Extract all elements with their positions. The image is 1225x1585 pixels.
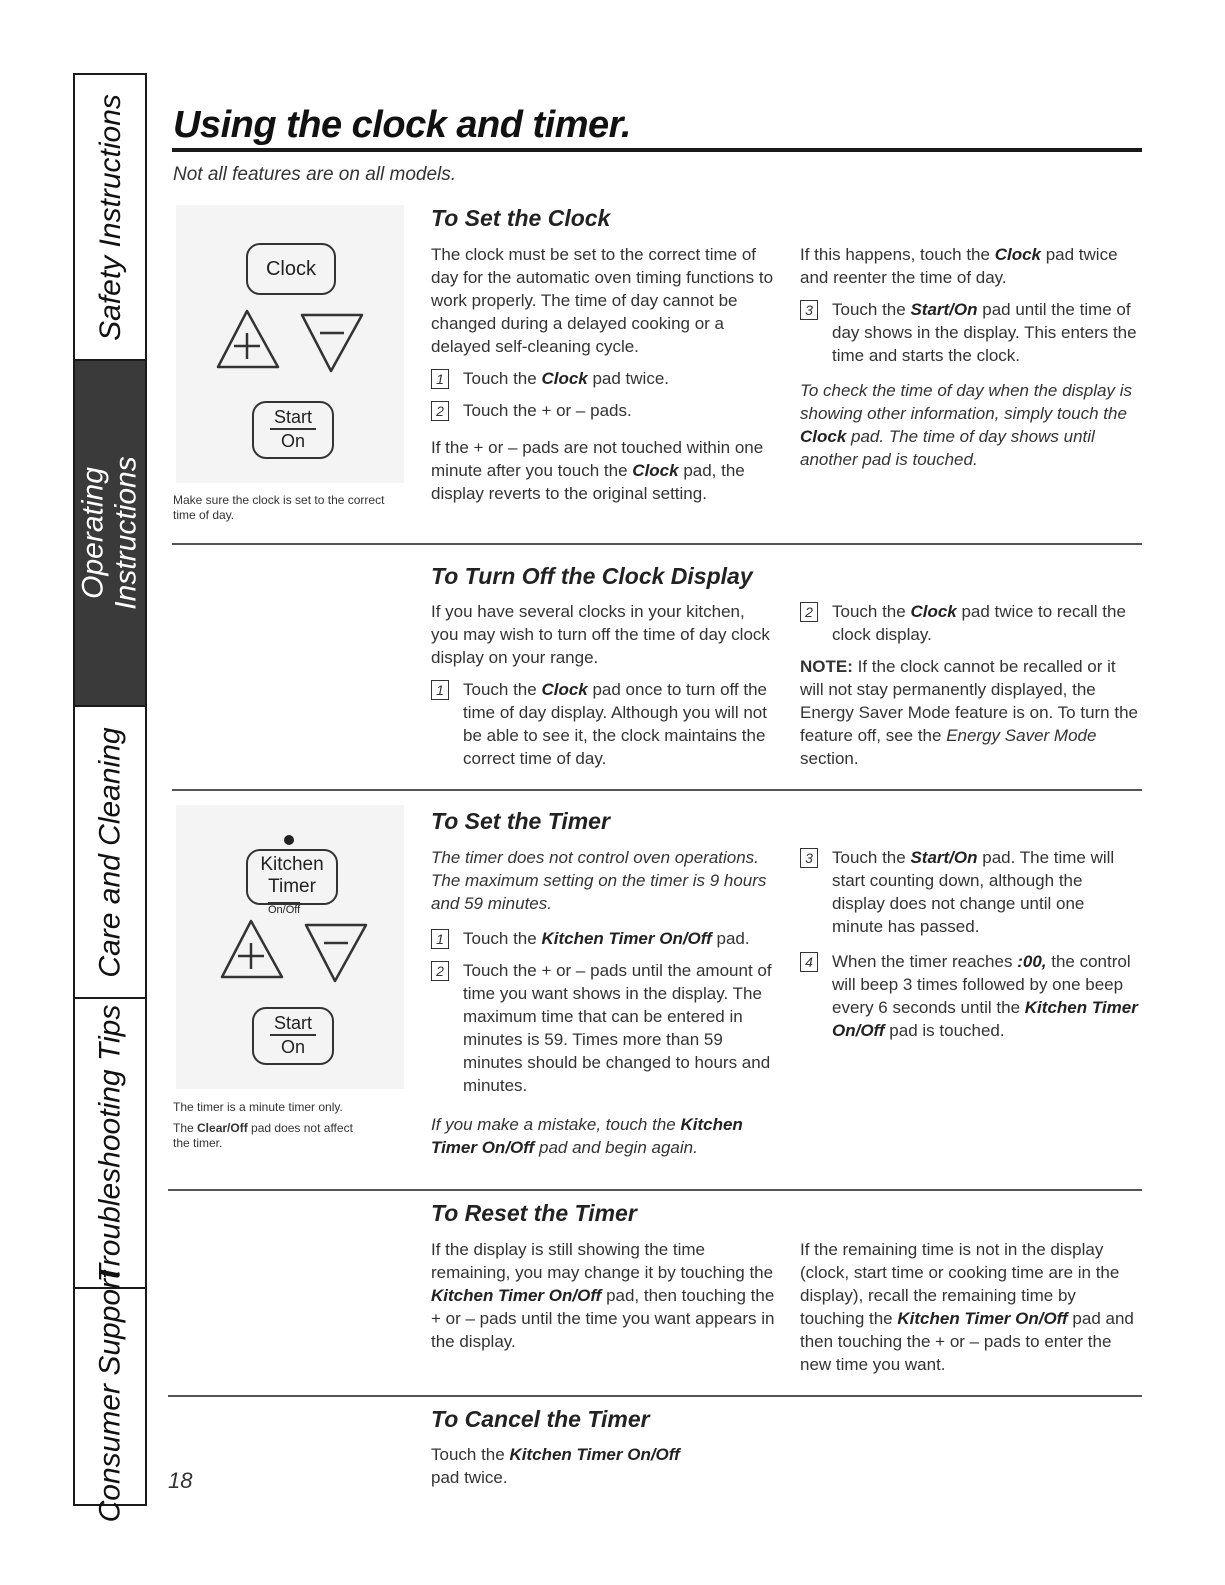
- clock-illustration-caption: Make sure the clock is set to the correct time of day.: [173, 493, 385, 522]
- tab-care-and-cleaning[interactable]: [75, 707, 145, 999]
- tab-label: [77, 456, 143, 609]
- tab-operating-instructions[interactable]: [75, 361, 145, 707]
- start-on-key: Start On: [252, 401, 334, 459]
- page-number: 18: [168, 1468, 193, 1493]
- clock-keypad-illustration: [176, 205, 404, 483]
- timer-keypad-illustration: [176, 805, 404, 1089]
- set-timer-step-4: 4 When the timer reaches :00, the control will beep 3 times followed by one beep every 6 seconds until the Kitchen Timer On/Off pad is touched.: [800, 950, 1140, 1042]
- section-divider: [168, 1395, 1142, 1397]
- set-clock-tip: To check the time of day when the display is showing other information, simply touch the Clock pad. The time of day shows until another pad is touched.: [800, 381, 1132, 469]
- onoff-label: On/Off: [268, 904, 301, 916]
- section-divider: [172, 789, 1142, 791]
- set-timer-left-column: The timer does not control oven operations. The maximum setting on the timer is 9 hours and 59 minutes. 1 Touch the Kitchen Timer On/Off pad. 2 Touch the + or – pads until the amount of time you want shows in the display. The maximum time that can be entered in minutes is 59. Times more than 59 minutes should be changed to hours and minutes. If you make a mistake, touch the Kitchen Timer On/Off pad and begin again.: [431, 846, 776, 1168]
- set-clock-timeout-note: If the + or – pads are not touched within one minute after you touch the Clock pad, the display reverts to the original setting.: [431, 438, 764, 503]
- set-clock-step-1: 1 Touch the Clock pad twice.: [431, 367, 776, 390]
- clock-off-step-2: 2 Touch the Clock pad twice to recall the clock display.: [800, 600, 1140, 646]
- set-timer-step-2: 2 Touch the + or – pads until the amount of time you want shows in the display. The maximum time that can be entered in minutes is 59. Times more than 59 minutes should be changed to hours and minutes.: [431, 959, 776, 1097]
- set-timer-mistake-note: If you make a mistake, touch the Kitchen Timer On/Off pad and begin again.: [431, 1115, 743, 1157]
- page-subtitle: Not all features are on all models.: [173, 164, 457, 185]
- clock-off-right-column: [800, 600, 1140, 779]
- set-clock-step-3: 3 Touch the Start/On pad until the time of day shows in the display. This enters the time and starts the clock.: [800, 298, 1140, 367]
- tab-troubleshooting-tips[interactable]: [75, 999, 145, 1289]
- tab-label-line-2: Instructions: [110, 456, 143, 610]
- clock-key: Clock: [246, 243, 336, 295]
- clock-off-left-column: If you have several clocks in your kitchen, you may wish to turn off the time of day clock display on your range. 1 Touch the Clock pad once to turn off the time of day display. Although you will not be able to see it, the clock maintains the correct time of day.: [431, 600, 776, 779]
- clock-off-note: NOTE: If the clock cannot be recalled or it will not stay permanently displayed, the Energy Saver Mode feature is on. To turn the feature off, see the Energy Saver Mode section.: [800, 657, 1138, 768]
- set-clock-step-2: 2 Touch the + or – pads.: [431, 399, 776, 422]
- section-divider: [168, 1189, 1142, 1191]
- minus-pad-icon: [300, 917, 370, 985]
- minus-pad-icon: [296, 307, 366, 375]
- tab-label: Safety Instructions: [93, 93, 127, 341]
- cancel-timer-text: Touch the Kitchen Timer On/Off pad twice.: [431, 1445, 680, 1487]
- page-title: Using the clock and timer.: [173, 104, 631, 146]
- set-timer-right-column: [800, 846, 1140, 1051]
- tab-label-line-1: Operating: [77, 467, 110, 599]
- kitchen-timer-key: Kitchen Timer: [246, 849, 338, 905]
- tab-label: Care and Cleaning: [93, 726, 127, 978]
- section-heading-clock-off: To Turn Off the Clock Display: [431, 563, 753, 589]
- start-on-key: Start On: [252, 1007, 334, 1065]
- plus-pad-icon: [212, 307, 282, 375]
- reset-timer-left-column: If the display is still showing the time remaining, you may change it by touching the Kitchen Timer On/Off pad, then touching the + or – pads until the time you want appears in the display.: [431, 1240, 775, 1351]
- set-timer-step-3: 3 Touch the Start/On pad. The time will start counting down, although the display does not change until one minute has passed.: [800, 846, 1140, 938]
- tab-label: Consumer Support: [93, 1270, 127, 1523]
- section-heading-set-timer: To Set the Timer: [431, 808, 610, 834]
- set-clock-left-column: The clock must be set to the correct time of day for the automatic oven timing functions to work properly. The time of day cannot be changed during a delayed cooking or a delayed self-cleaning cycle. 1 Touch the Clock pad twice. 2 Touch the + or – pads. If the + or – pads are not touched within one minute after you touch the Clock pad, the display reverts to the original setting.: [431, 243, 776, 514]
- reset-timer-right-column: If the remaining time is not in the display (clock, start time or cooking time are in the display), recall the remaining time by touching the Kitchen Timer On/Off pad and then touching the + or – pads to enter the new time you want.: [800, 1240, 1134, 1374]
- clock-off-step-1: 1 Touch the Clock pad once to turn off the time of day display. Although you will not be able to see it, the clock maintains the correct time of day.: [431, 678, 776, 770]
- indicator-dot: [284, 835, 294, 845]
- timer-illustration-caption: The timer is a minute timer only. The Clear/Off pad does not affect the timer.: [173, 1100, 353, 1150]
- plus-pad-icon: [216, 917, 286, 985]
- section-divider: [172, 543, 1142, 545]
- set-timer-step-1: 1 Touch the Kitchen Timer On/Off pad.: [431, 927, 776, 950]
- section-heading-set-clock: To Set the Clock: [431, 205, 611, 231]
- set-clock-right-column: If this happens, touch the Clock pad twice and reenter the time of day. 3 Touch the Start/On pad until the time of day shows in the display. This enters the time and starts the clock. To check the time of day when the display is showing other information, simply touch the Clock pad. The time of day shows until another pad is touched.: [800, 243, 1140, 480]
- section-heading-reset-timer: To Reset the Timer: [431, 1200, 637, 1226]
- tab-safety-instructions[interactable]: [75, 75, 145, 361]
- tab-consumer-support[interactable]: [75, 1270, 145, 1523]
- section-heading-cancel-timer: To Cancel the Timer: [431, 1406, 650, 1432]
- title-rule: [172, 148, 1142, 152]
- tab-label: Troubleshooting Tips: [93, 1004, 127, 1282]
- section-tabs: [73, 73, 147, 1523]
